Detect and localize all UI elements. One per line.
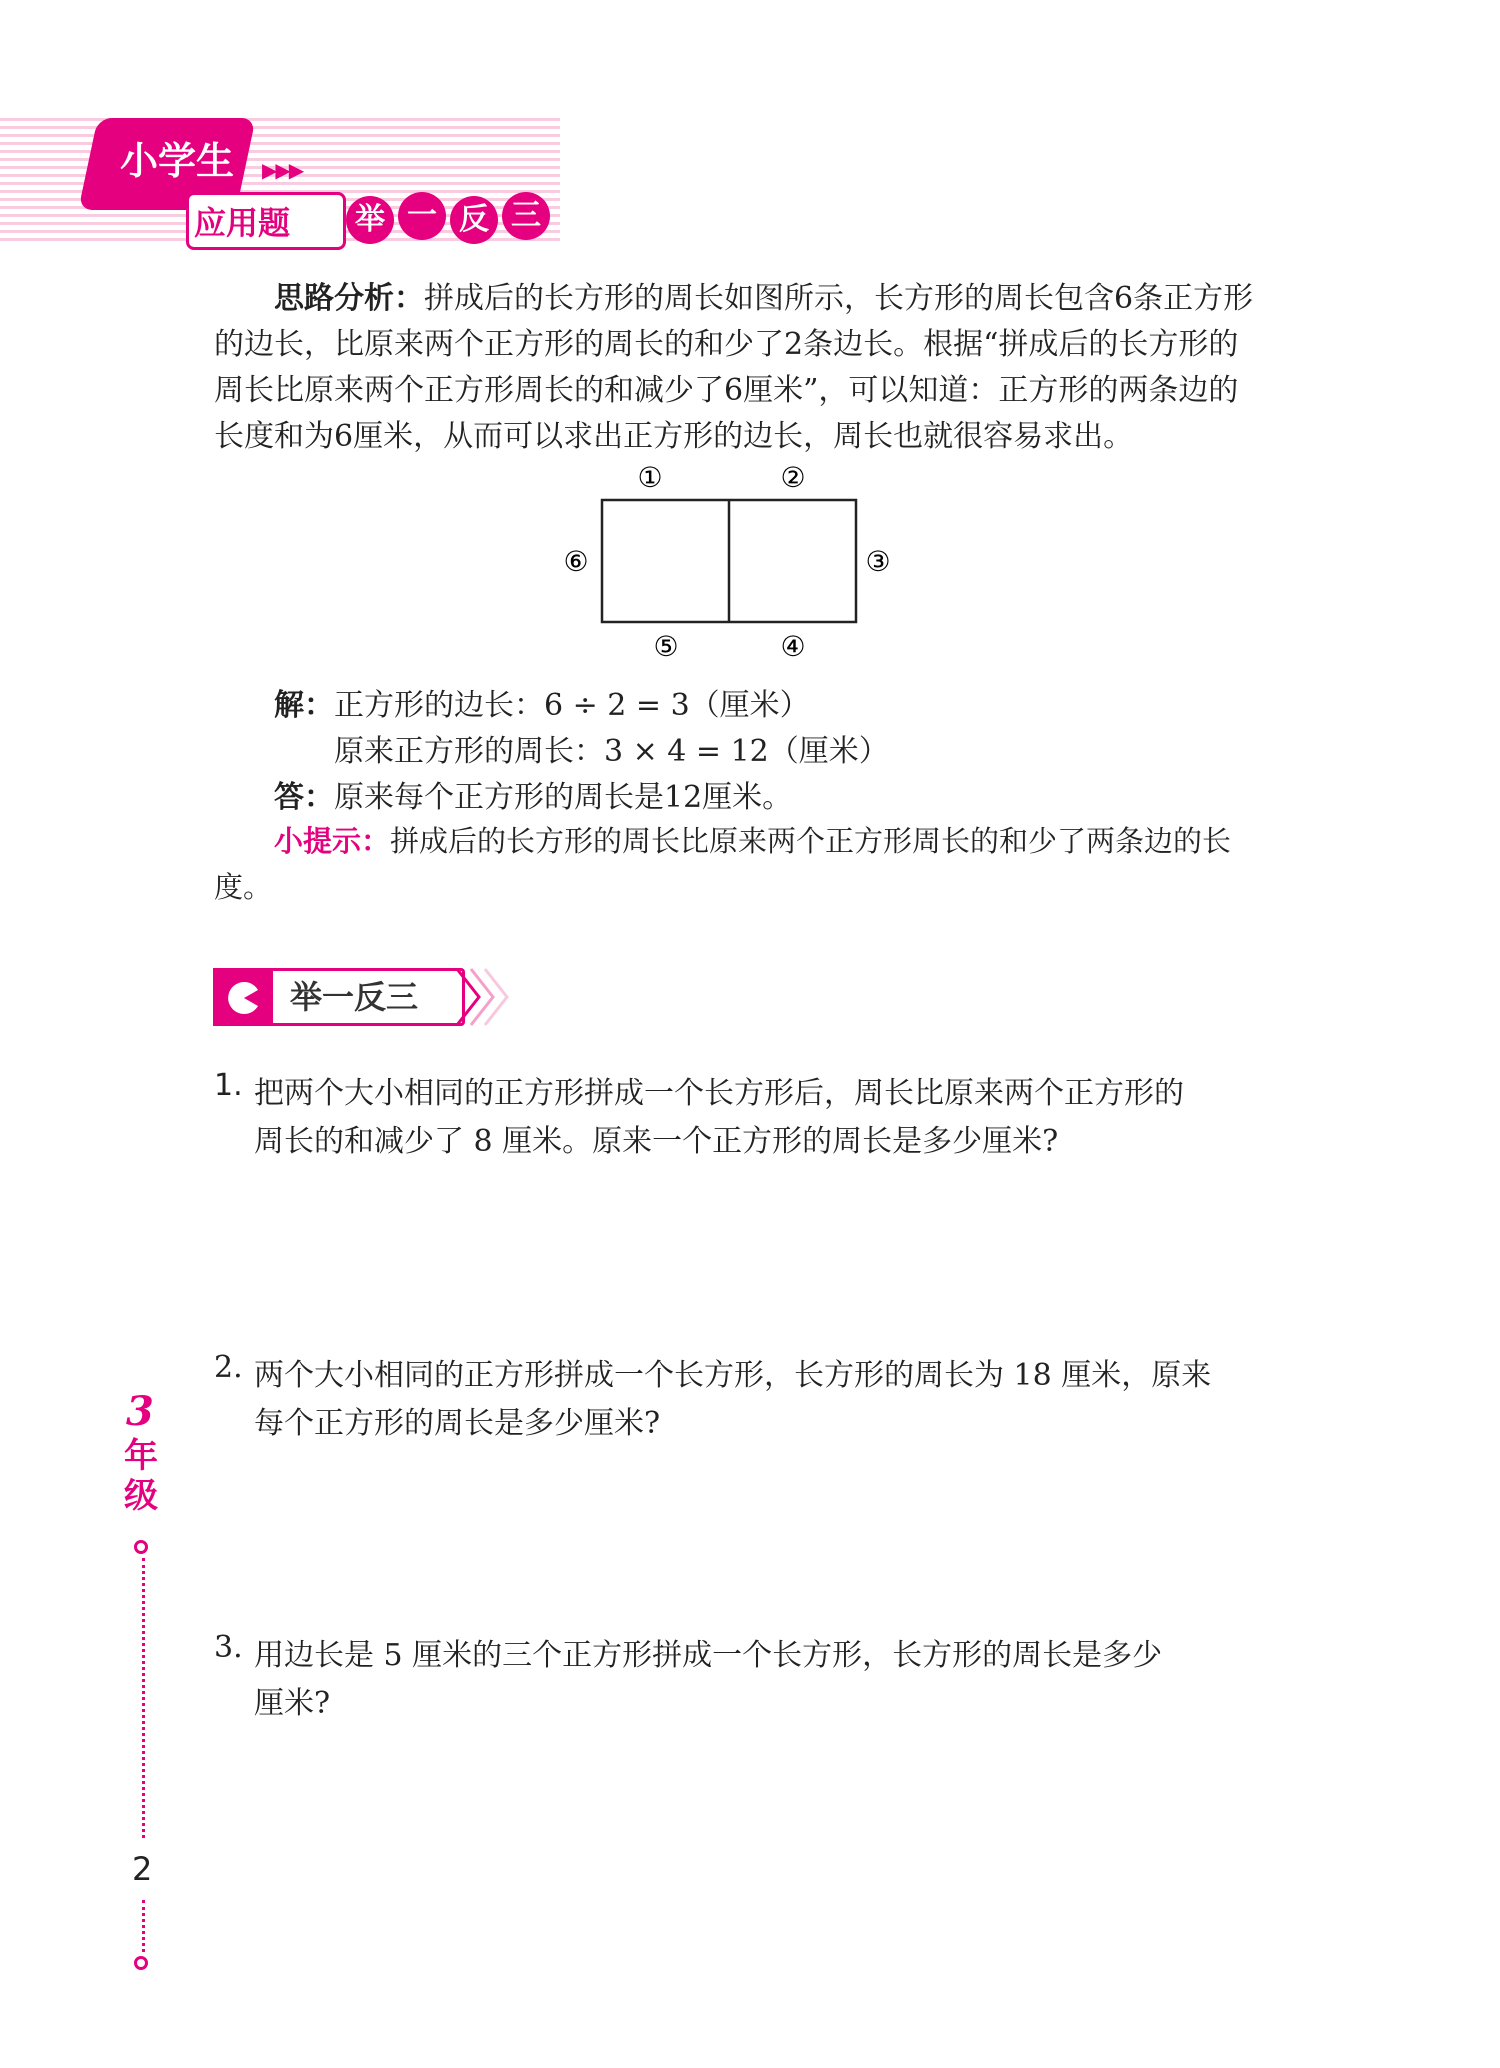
answer-text: 原来每个正方形的周长是12厘米。 xyxy=(334,780,793,815)
analysis-paragraph xyxy=(214,276,1264,460)
header-badge-4: 三 xyxy=(502,192,550,240)
header-badge-2: 一 xyxy=(398,192,446,240)
tip-label: 小提示： xyxy=(274,824,391,858)
analysis-text: 拼成后的长方形的周长如图所示，长方形的周长包含6条正方形的边长，比原来两个正方形的周长的和少了2条边长。根据“拼成后的长方形的周长比原来两个正方形周长的和减少了6厘米”，可以知道：正方形的两条边的长度和为6厘米，从而可以求出正方形的边长，周长也就很容易求出。 xyxy=(214,281,1254,454)
solution-step-1 xyxy=(274,680,810,724)
two-squares-figure xyxy=(550,460,910,680)
solution-step-1-text: 正方形的边长：6 ÷ 2 = 3（厘米） xyxy=(334,688,810,723)
edge-label-3: ③ xyxy=(865,545,891,578)
exercise-1-number: 1. xyxy=(214,1068,243,1103)
answer-line xyxy=(274,772,792,816)
exercise-1-line-1: 把两个大小相同的正方形拼成一个长方形后，周长比原来两个正方形的 xyxy=(254,1076,1184,1111)
margin-ring-bottom xyxy=(134,1956,148,1970)
exercise-3-number: 3. xyxy=(214,1630,243,1665)
exercise-2-number: 2. xyxy=(214,1350,243,1385)
edge-label-2: ② xyxy=(780,461,806,494)
tip-text: 拼成后的长方形的周长比原来两个正方形周长的和少了两条边的长度。 xyxy=(214,824,1232,904)
analysis-label: 思路分析： xyxy=(274,281,424,316)
margin-ring-top xyxy=(134,1540,148,1554)
margin-dotted-line-lower xyxy=(142,1900,145,1952)
tip-paragraph xyxy=(214,818,1264,910)
pacman-icon xyxy=(222,978,266,1018)
banner-chevron-icon xyxy=(455,966,515,1028)
grade-number: 3 xyxy=(126,1388,154,1435)
section-title: 举一反三 xyxy=(290,978,419,1016)
edge-label-4: ④ xyxy=(780,630,806,663)
header-badge-3: 反 xyxy=(450,196,498,244)
page-number: 2 xyxy=(132,1850,153,1888)
header-arrows-icon: ▶▶▶ xyxy=(262,158,303,182)
grade-word: 年级 xyxy=(124,1436,158,1516)
margin-dotted-line-upper xyxy=(142,1558,145,1838)
exercise-2-line-2: 每个正方形的周长是多少厘米? xyxy=(254,1406,661,1441)
solution-step-2: 原来正方形的周长：3 × 4 = 12（厘米） xyxy=(334,734,889,769)
header-book-title: 应用题 xyxy=(194,204,291,242)
exercise-3-line-1: 用边长是 5 厘米的三个正方形拼成一个长方形，长方形的周长是多少 xyxy=(254,1638,1163,1673)
edge-label-1: ① xyxy=(637,461,663,494)
exercise-1-line-2: 周长的和减少了 8 厘米。原来一个正方形的周长是多少厘米? xyxy=(254,1124,1059,1159)
header-badge-1: 举 xyxy=(346,196,394,244)
exercise-3-line-2: 厘米? xyxy=(254,1686,331,1721)
exercise-2-line-1: 两个大小相同的正方形拼成一个长方形，长方形的周长为 18 厘米，原来 xyxy=(254,1358,1212,1393)
header-series-text: 小学生 xyxy=(119,139,234,183)
answer-label: 答： xyxy=(274,780,334,815)
solution-label: 解： xyxy=(274,688,334,723)
edge-label-6: ⑥ xyxy=(563,545,589,578)
edge-label-5: ⑤ xyxy=(653,630,679,663)
